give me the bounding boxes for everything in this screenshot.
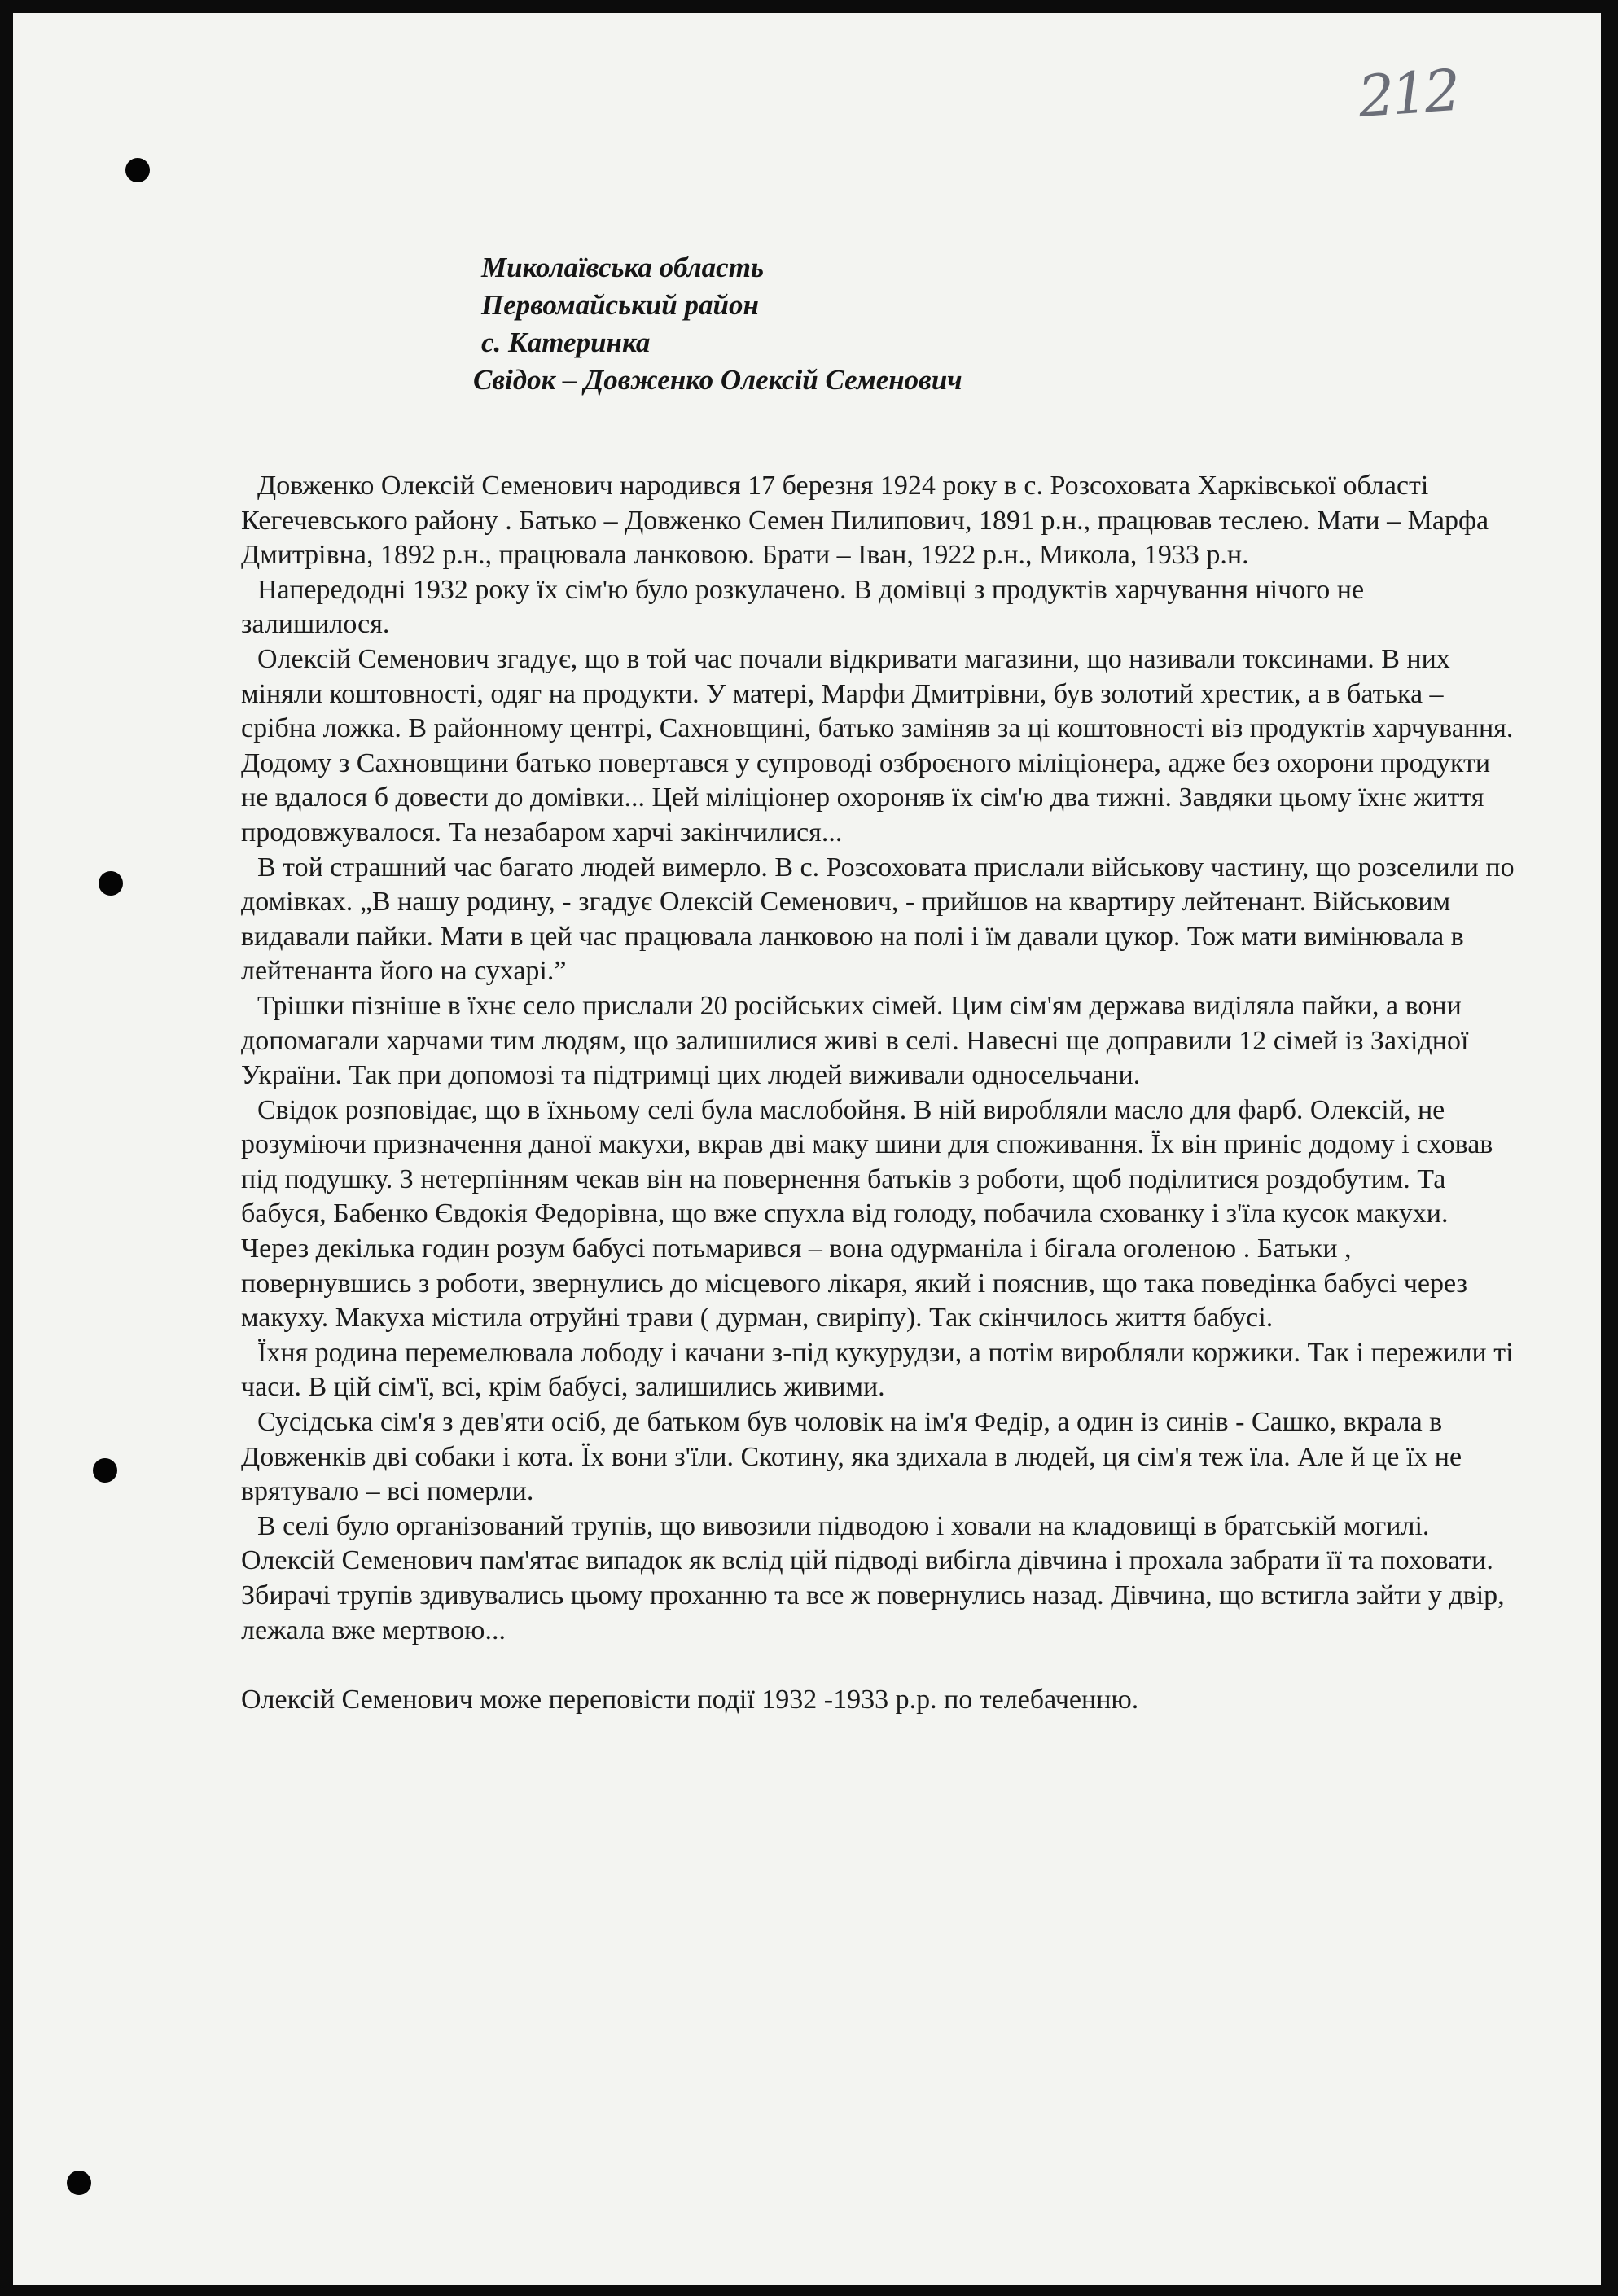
paragraph: Свідок розповідає, що в їхньому селі була маслобойня. В ній виробляли масло для фарб. Олексій, не розуміючи призначення даної макухи, вкрав дві маку шини для споживання. Їх він приніс додому і сховав під подушку. З нетерпінням чекав він на повернення батьків з роботи, щоб поділитися роздобутим. Та бабуся, Бабенко Євдокія Федорівна, що вже спухла від голоду, побачила схованку і з'їла кусок макухи. Через декілька годин розум бабусі потьмарився – вона одурманіла і бігала оголеною . Батьки , повернувшись з роботи, звернулись до місцевого лікаря, який і пояснив, що така поведінка бабусі через макуху. Макуха містила отруйні трави ( дурман, свиріпу). Так скінчилось життя бабусі. bbox=[241, 1094, 1493, 1334]
document-page bbox=[13, 13, 1601, 2285]
paragraph: В той страшний час багато людей вимерло. В с. Розсоховата прислали військову частину, що розселили по домівках. „В нашу родину, - згадує Олексій Семенович, - прийшов на квартиру лейтенант. Військовим видавали пайки. Мати в цей час працювала ланковою на полі і їм давали цукор. Тож мати вимінювала в лейтенанта його на сухарі.” bbox=[241, 852, 1515, 987]
header-district: Первомайський район bbox=[481, 289, 759, 321]
paragraph: Сусідська сім'я з дев'яти осіб, де батьком був чоловік на ім'я Федір, а один із синів - Сашко, вкрала в Довженків дві собаки і кота. Їх вони з'їли. Скотину, яка здихала в людей, ця сім'я теж їла. Але й це їх не врятувало – всі померли. bbox=[241, 1407, 1462, 1507]
header-region: Миколаївська область bbox=[481, 252, 764, 283]
punch-hole bbox=[67, 2171, 91, 2195]
document-header bbox=[473, 249, 962, 399]
header-village: с. Катеринка bbox=[481, 326, 651, 358]
paragraph: В селі було організований трупів, що вивозили підводою і ховали на кладовищі в братській могилі. Олексій Семенович пам'ятає випадок як вслід цій підводі вибігла дівчина і прохала забрати її та поховати. Збирачі трупів здивувались цьому проханню та все ж повернулись назад. Дівчина, що встигла зайти у двір, лежала вже мертвою... bbox=[241, 1510, 1505, 1645]
document-body bbox=[241, 469, 1515, 1718]
page-number: 212 bbox=[1356, 56, 1460, 131]
paragraph: Олексій Семенович згадує, що в той час почали відкривати магазини, що називали токсинами. В них міняли коштовності, одяг на продукти. У матері, Марфи Дмитрівни, був золотий хрестик, а в батька – срібна ложка. В районному центрі, Сахновщині, батько заміняв за ці коштовності віз продуктів харчування. Додому з Сахновщини батько повертався у супроводі озброєного міліціонера, адже без охорони продукти не вдалося б довести до домівки... Цей міліціонер охороняв їх сім'ю два тижні. Завдяки цьому їхнє життя продовжувалося. Та незабаром харчі закінчилися... bbox=[241, 643, 1514, 848]
punch-hole bbox=[93, 1458, 117, 1483]
paragraph: Їхня родина перемелювала лободу і качани з-під кукурудзи, а потім виробляли коржики. Так і пережили ті часи. В цій сім'ї, всі, крім бабусі, залишились живими. bbox=[241, 1337, 1514, 1403]
paragraph: Трішки пізніше в їхнє село прислали 20 російських сімей. Цим сім'ям держава виділяла пайки, а вони допомагали харчами тим людям, що залишилися живі в селі. Навесні ще доправили 12 сімей із Західної України. Так при допомозі та підтримці цих людей виживали односельчани. bbox=[241, 990, 1469, 1091]
paragraph: Довженко Олексій Семенович народився 17 березня 1924 року в с. Розсоховата Харківської області Кегечевського району . Батько – Довженко Семен Пилипович, 1891 р.н., працював теслею. Мати – Марфа Дмитрівна, 1892 р.н., працювала ланковою. Брати – Іван, 1922 р.н., Микола, 1933 р.н. bbox=[241, 471, 1489, 571]
punch-hole bbox=[99, 871, 123, 896]
header-witness: Свідок – Довженко Олексій Семенович bbox=[473, 364, 962, 396]
punch-hole bbox=[125, 158, 150, 182]
closing-paragraph: Олексій Семенович може переповісти події 1932 -1933 р.р. по телебаченню. bbox=[241, 1685, 1139, 1715]
paragraph: Напередодні 1932 року їх сім'ю було розкулачено. В домівці з продуктів харчування нічого не залишилося. bbox=[241, 574, 1365, 640]
